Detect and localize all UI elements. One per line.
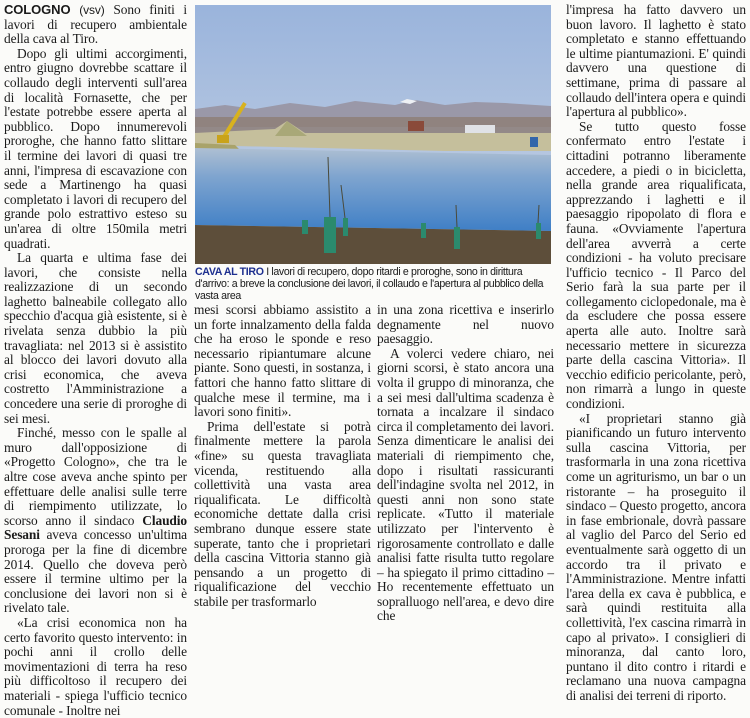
paragraph: in una zona ricettiva e inserirlo degnamente nel nuovo paesaggio. (377, 302, 554, 347)
paragraph (4, 426, 187, 616)
article-column-4 (566, 3, 746, 704)
paragraph: mesi scorsi abbiamo assistito a un forte innalzamento della falda che ha eroso le sponde e reso necessario ripiantumare alcune piante. Sono questi, in sostanza, i fattori che hanno fatto slittare di qualche mese il termine, ma i lavori sono finiti». (194, 302, 371, 420)
near-shore (195, 225, 551, 264)
paragraph: Prima dell'estate si potrà finalmente mettere la parola «fine» su questa travagliata vicenda, restituendo alla collettività una vasta area riqualificata. Le difficoltà economiche dettate dalla crisi sembrano dunque essere state superate, tanto che i proprietari della cascina Vittoria stanno già pensando a un progetto di riqualificazione del vecchio stabile per trasformarlo (194, 418, 371, 609)
lead-paragraph (4, 3, 187, 47)
paragraph-text: Finché, messo con le spalle al muro dall'opposizione di «Progetto Cologno», che tra le altre cose aveva anche spinto per effettuare delle analisi sulle terre di riempimento utilizzate, lo scorso anno il sindaco (4, 425, 187, 528)
lead-text: Sono finiti i lavori di recupero ambientale della cava al Tiro. (4, 2, 188, 47)
paragraph-text: aveva concesso un'ultima proroga per la fine di dicembre 2014. Quello che doveva però essere il termine ultimo per la conclusione dei lavori non si è rivelato tale. (4, 527, 188, 616)
person-name: Claudio Sesani (4, 512, 187, 543)
building (465, 125, 495, 133)
building (408, 121, 424, 131)
article-column-1 (4, 3, 187, 718)
photo-caption (195, 266, 555, 302)
article-column-3 (377, 303, 554, 624)
paragraph: l'impresa ha fatto davvero un buon lavoro. Il laghetto è stato completato e stanno effettuando le ultime piantumazioni. E' quindi davvero una questione di settimane, prima di passare al collaudo dell'intera opera e quindi l'apertura al pubblico». (566, 2, 746, 120)
paragraph: La quarta e ultima fase dei lavori, che consiste nella realizzazione di un secondo laghetto balneabile collegato allo specchio d'acqua già esistente, si è rivelata senza dubbio la più travagliata: nel 2013 si è assistito al blocco dei lavori dovuto alla crisi economica, che aveva costretto l'Amministrazione a concedere una serie di proroghe di sei mesi. (4, 250, 187, 426)
caption-kicker: CAVA AL TIRO (195, 266, 264, 278)
article-photo (195, 5, 551, 264)
article-column-2 (194, 303, 371, 609)
paragraph: «La crisi economica non ha certo favorito questo intervento: in pochi anni il crollo delle movimentazioni di terra ha reso più difficoltoso il recupero dei materiali - spiega l'ufficio tecnico comunale - Inoltre nei (4, 614, 187, 718)
quarry-lake-image (195, 5, 551, 264)
crane-base (217, 135, 229, 143)
lake-water (195, 148, 551, 231)
paragraph: «I proprietari stanno già pianificando un futuro intervento sulla cascina Vittoria, per trasformarla in una zona ricettiva come un agriturismo, un bar o un ristorante – ha proseguito il sindaco – Questo progetto, ancora in fase embrionale, dovrà passare al vaglio del Parco del Serio ed eventualmente sarà oggetto di un accordo tra il privato e l'Amministrazione. Mentre infatti l'area della ex cava è pubblica, e sarà quindi restituita alla collettività, l'ex cascina rimarrà in capo al privato». I consiglieri di minoranza, dal canto loro, puntano il dito contro i ritardi e reclamano una nuova campagna di analisi dei terreni di riporto. (566, 410, 746, 703)
caption-text: I lavori di recupero, dopo ritardi e proroghe, sono in dirittura d'arrivo: a breve la conclusione dei lavori, il collaudo e l'apertura al pubblico della vasta area (195, 266, 544, 302)
dateline: COLOGNO (4, 2, 71, 17)
paragraph: Dopo gli ultimi accorgimenti, entro giugno dovrebbe scattare il collaudo degli interventi sull'area di località Fornasette, che per l'estate potrebbe essere aperta al pubblico. Dopo innumerevoli proroghe, che hanno fatto slittare il termine dei lavori di quasi tre anni, l'impresa di escavazione con sede a Martinengo ha quasi completato i lavori di recupero del grande polo estrattivo esteso su un'area di oltre 150mila metri quadrati. (4, 45, 187, 251)
paragraph: Se tutto questo fosse confermato entro l'estate i cittadini potranno liberamente accedere, a piedi o in bicicletta, nella grande area riqualificata, apprezzando i laghetti e il paesaggio ripopolato di flora e fauna. «Ovviamente l'apertura dell'area avverrà a certe condizioni - ha voluto precisare l'ufficio tecnico - Il Parco del Serio farà la sua parte per il collegamento ciclopedonale, ma è da escludere che possa essere aperta alle auto. Inoltre sarà necessario mettere in sicurezza parte della cascina Vittoria». Il vecchio edificio pericolante, però, non rimarrà a lungo in queste condizioni. (566, 118, 746, 412)
paragraph: A volerci vedere chiaro, nei giorni scorsi, è stato ancora una volta il gruppo di minoranza, che a sei mesi dall'ultima scadenza è tornata a incalzare il sindaco circa il completamento dei lavori. Senza dimenticare le analisi dei materiali di riempimento che, dopo i risultati rassicuranti dell'indagine svolta nel 2012, in questi anni non sono state replicate. «Tutto il materiale utilizzato per l'intervento è rigorosamente controllato e dalle analisi fatte risulta tutto regolare – ha spiegato il primo cittadino – Ho recentemente effettuato un sopralluogo nell'area, e devo dire che (377, 345, 554, 624)
byline: (vsv) (79, 3, 105, 17)
